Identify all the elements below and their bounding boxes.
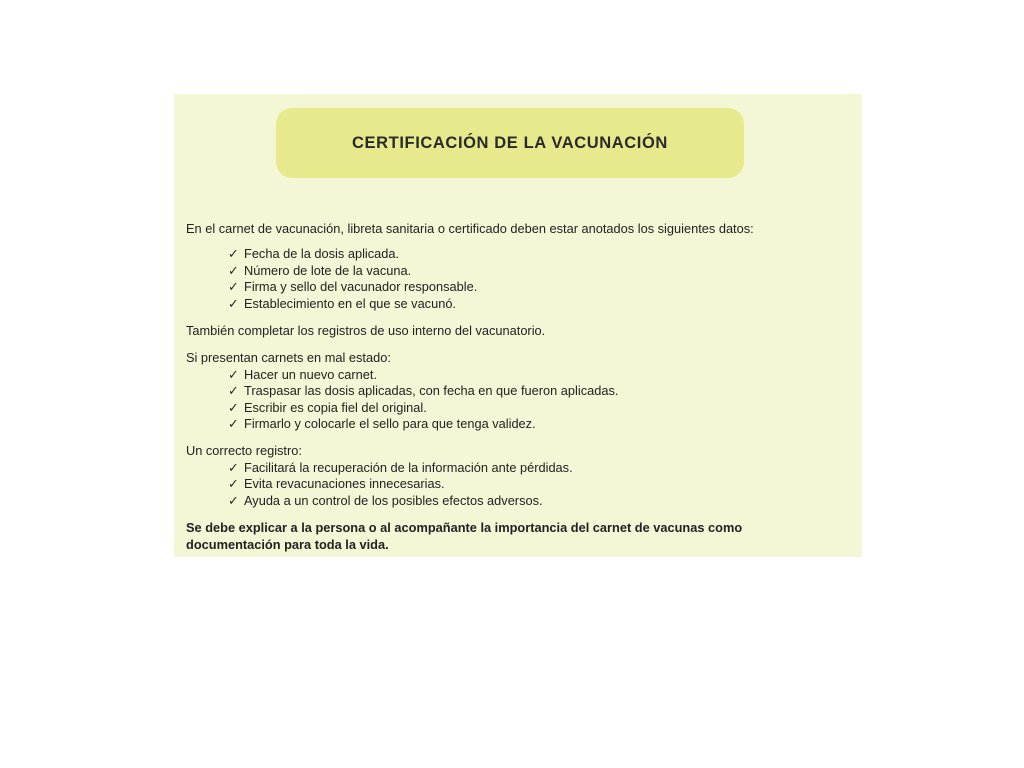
checkmark-icon: ✓: [228, 279, 239, 295]
checkmark-icon: ✓: [228, 492, 239, 508]
checkmark-icon: ✓: [228, 399, 239, 415]
closing-text-line1: Se debe explicar a la persona o al acompañante la importancia del carnet de vacunas como: [186, 520, 743, 536]
correct-record-benefits-list: [186, 460, 856, 509]
checkmark-icon: ✓: [228, 246, 239, 262]
checkmark-icon: ✓: [228, 416, 239, 432]
checkmark-icon: ✓: [228, 366, 239, 382]
bad-state-intro: Si presentan carnets en mal estado:: [186, 350, 391, 366]
correct-record-intro: Un correcto registro:: [186, 443, 302, 459]
page-title: CERTIFICACIÓN DE LA VACUNACIÓN: [352, 133, 668, 152]
checkmark-icon: ✓: [228, 262, 239, 278]
list-item: ✓ Evita revacunaciones innecesarias.: [228, 476, 445, 492]
list-item: ✓ Firmarlo y colocarle el sello para que tenga validez.: [228, 416, 536, 432]
list-item: ✓ Fecha de la dosis aplicada.: [228, 246, 400, 262]
closing-text-line2: documentación para toda la vida.: [186, 536, 389, 552]
checkmark-icon: ✓: [228, 459, 239, 475]
list-item: ✓ Traspasar las dosis aplicadas, con fecha en que fueron aplicadas.: [228, 383, 619, 399]
bad-state-steps-list: [186, 367, 856, 433]
required-data-list: [186, 246, 856, 312]
list-item: ✓ Escribir es copia fiel del original.: [228, 399, 427, 415]
checkmark-icon: ✓: [228, 476, 239, 492]
internal-records-text: También completar los registros de uso interno del vacunatorio.: [186, 323, 546, 339]
checkmark-icon: ✓: [228, 295, 239, 311]
list-item: ✓ Facilitará la recuperación de la información ante pérdidas.: [228, 459, 573, 475]
card-content: [186, 221, 856, 553]
list-item: ✓ Firma y sello del vacunador responsable.: [228, 279, 478, 295]
list-item: ✓ Ayuda a un control de los posibles efectos adversos.: [228, 492, 543, 508]
list-item: ✓ Hacer un nuevo carnet.: [228, 366, 378, 382]
title-banner: [276, 108, 744, 178]
list-item: ✓ Número de lote de la vacuna.: [228, 262, 412, 278]
list-item: ✓ Establecimiento en el que se vacunó.: [228, 295, 456, 311]
checkmark-icon: ✓: [228, 383, 239, 399]
certification-card: [174, 94, 862, 557]
intro-text: En el carnet de vacunación, libreta sanitaria o certificado deben estar anotados los siguientes datos:: [186, 221, 754, 236]
